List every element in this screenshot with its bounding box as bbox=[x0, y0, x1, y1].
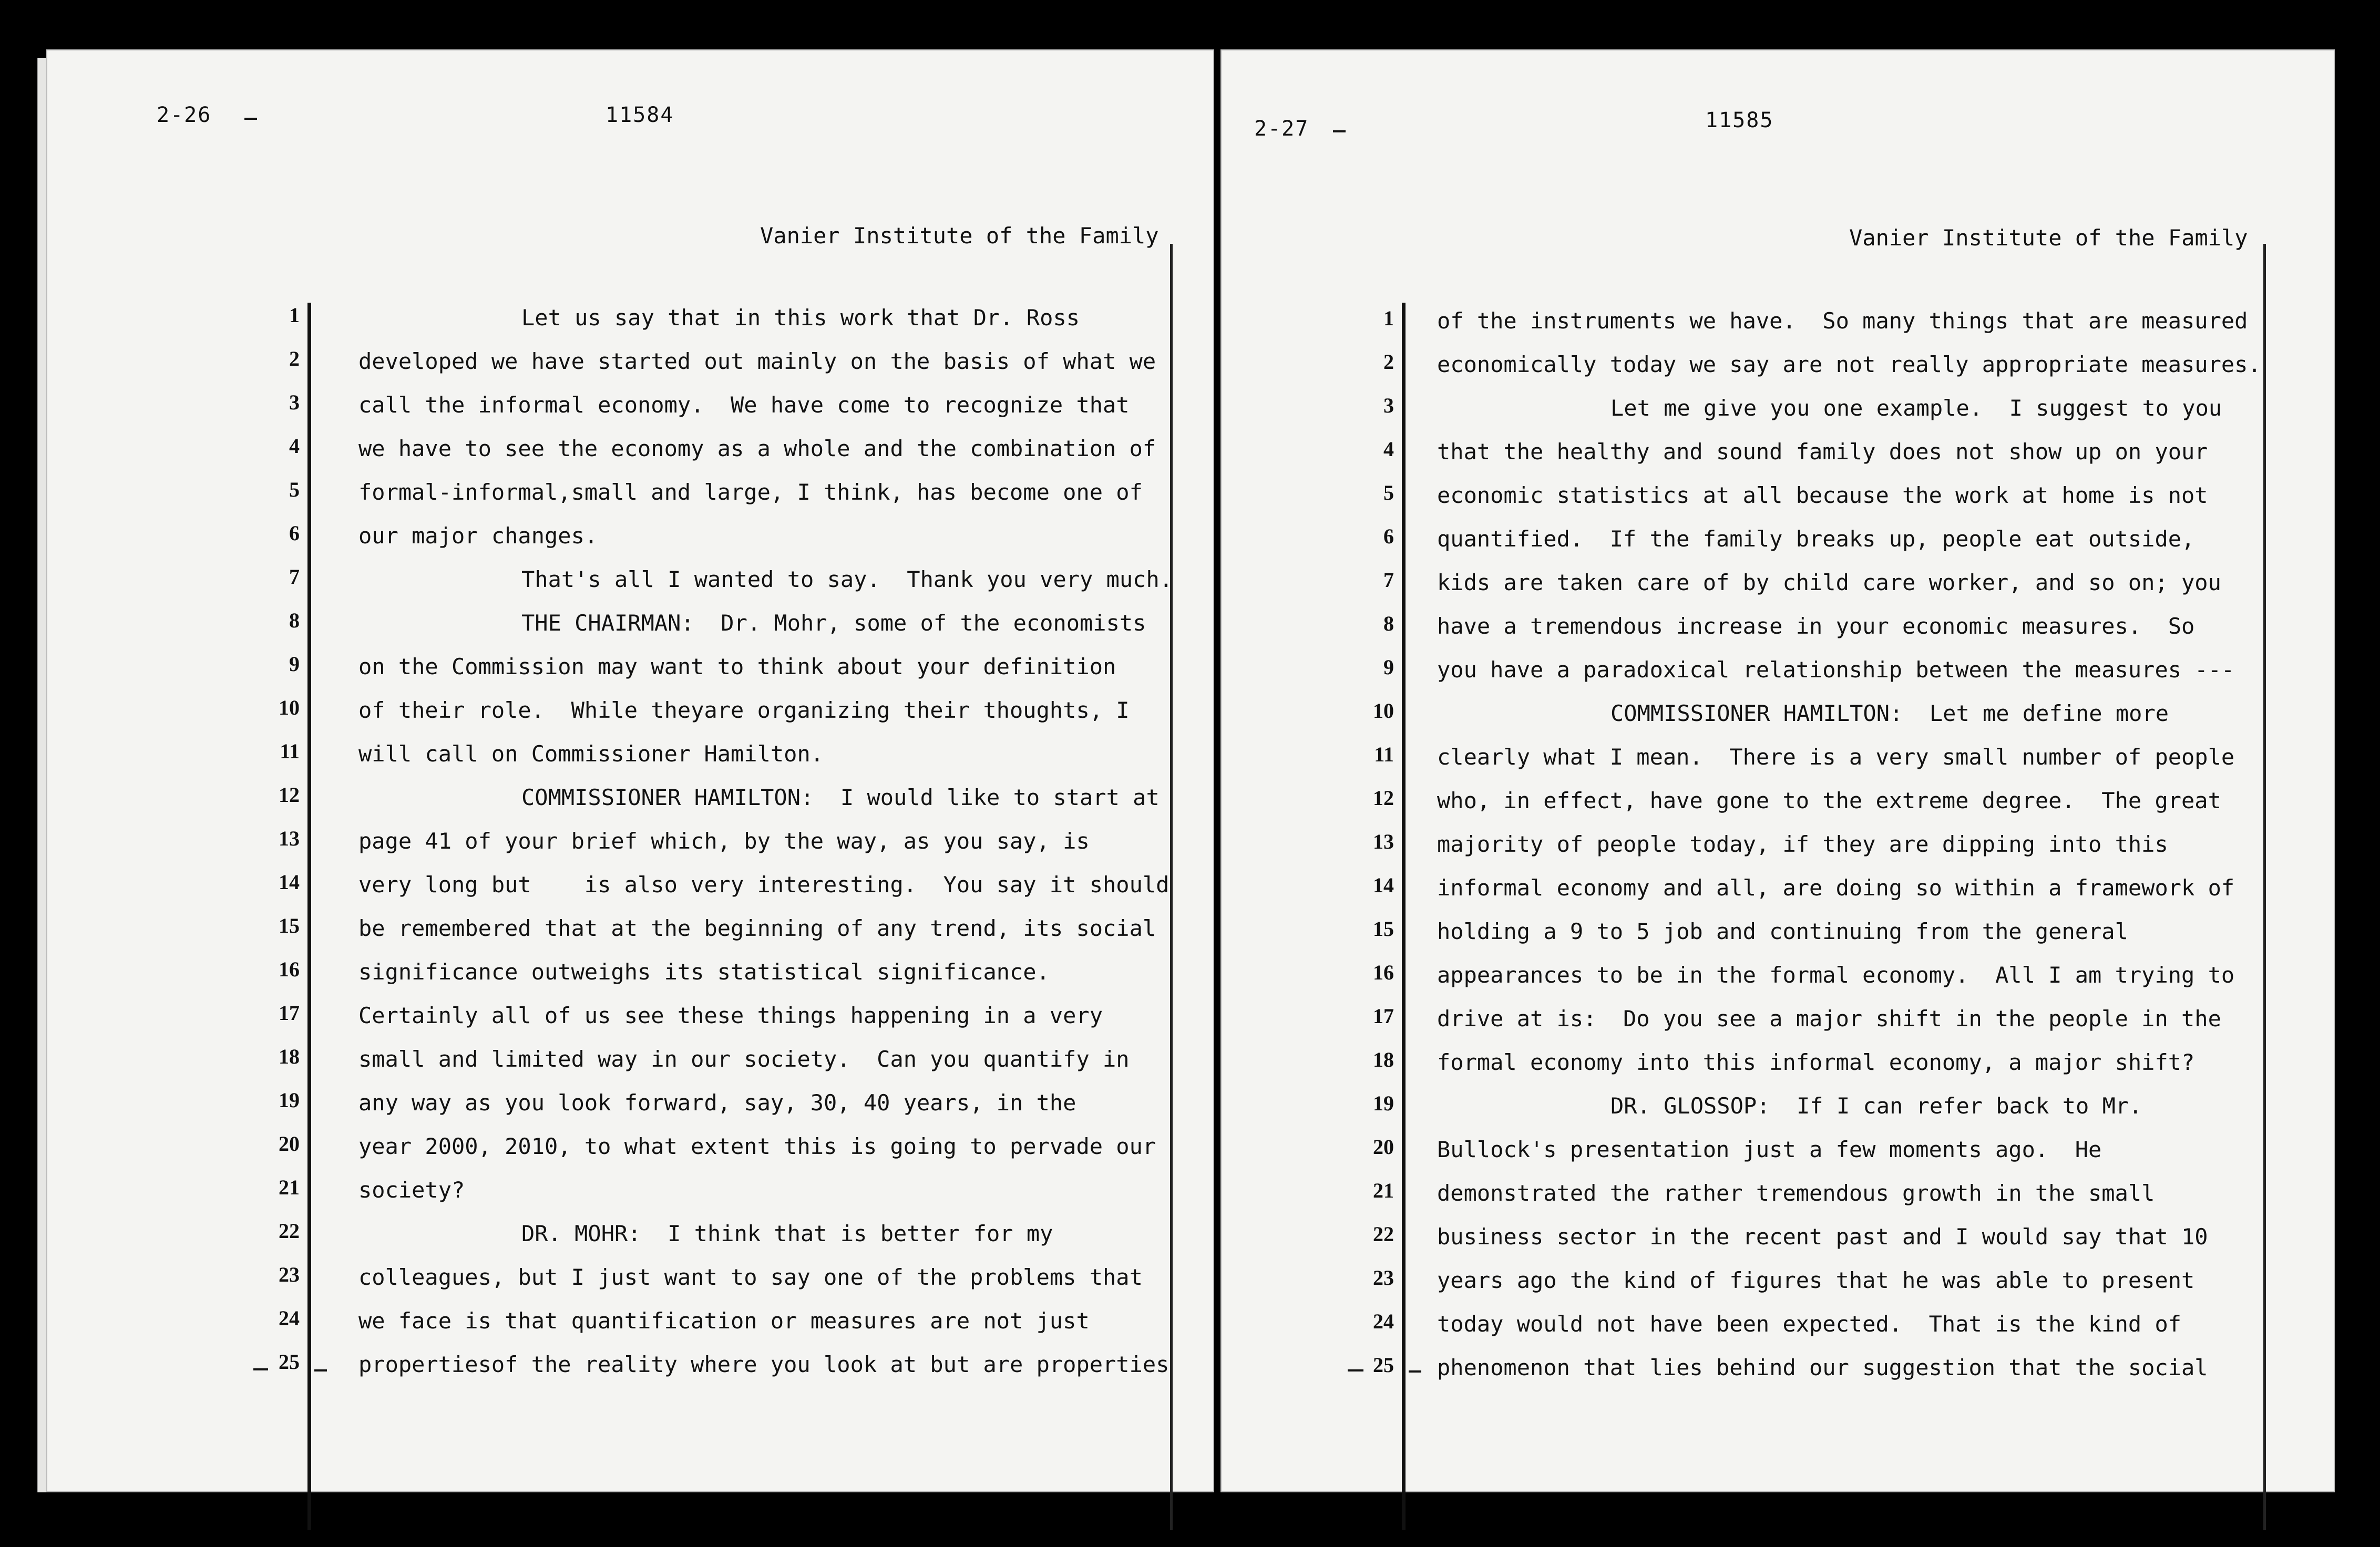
line-number: 20 bbox=[1373, 1135, 1394, 1159]
line-number: 2 bbox=[1383, 350, 1394, 374]
line-number: 5 bbox=[289, 478, 300, 501]
line-number: 22 bbox=[279, 1219, 300, 1243]
transcript-line: on the Commission may want to think about your definition bbox=[358, 654, 1116, 679]
page-number: 11585 bbox=[1705, 108, 1774, 132]
line-number: 8 bbox=[1383, 612, 1394, 635]
line-number: 1 bbox=[289, 303, 300, 327]
line-number: 10 bbox=[279, 696, 300, 719]
transcript-line: of their role. While theyare organizing their thoughts, I bbox=[358, 697, 1130, 723]
transcript-line: who, in effect, have gone to the extreme degree. The great bbox=[1437, 788, 2221, 813]
line-number: 24 bbox=[279, 1306, 300, 1330]
line-number: 21 bbox=[1373, 1179, 1394, 1202]
line-number: 22 bbox=[1373, 1222, 1394, 1246]
transcript-line: small and limited way in our society. Can you quantify in bbox=[358, 1046, 1130, 1072]
line-number: 15 bbox=[1373, 917, 1394, 941]
right-transcript-page bbox=[1220, 49, 2335, 1492]
line-number: 4 bbox=[1383, 437, 1394, 461]
transcript-line: will call on Commissioner Hamilton. bbox=[358, 741, 824, 767]
transcript-line: year 2000, 2010, to what extent this is going to pervade our bbox=[358, 1133, 1156, 1159]
transcript-line: society? bbox=[358, 1177, 465, 1203]
page-header: Vanier Institute of the Family bbox=[760, 223, 1159, 249]
line-number: 19 bbox=[279, 1088, 300, 1112]
margin-rule bbox=[1402, 303, 1406, 1530]
transcript-line: any way as you look forward, say, 30, 40 years, in the bbox=[358, 1090, 1076, 1116]
page-ref-dash bbox=[244, 118, 257, 120]
transcript-line: of the instruments we have. So many things that are measured bbox=[1437, 308, 2248, 334]
page-ref: 2-26 bbox=[157, 103, 212, 127]
line-number: 12 bbox=[279, 783, 300, 807]
line-number: 24 bbox=[1373, 1309, 1394, 1333]
transcript-line: colleagues, but I just want to say one of the problems that bbox=[358, 1264, 1143, 1290]
line-number: 16 bbox=[279, 957, 300, 981]
line-number: 14 bbox=[279, 870, 300, 894]
transcript-line: clearly what I mean. There is a very small number of people bbox=[1437, 744, 2235, 770]
line-number: 17 bbox=[279, 1001, 300, 1025]
line-number: 15 bbox=[279, 914, 300, 937]
transcript-line: That's all I wanted to say. Thank you very much. bbox=[521, 566, 1173, 592]
transcript-line: THE CHAIRMAN: Dr. Mohr, some of the economists bbox=[521, 610, 1146, 636]
transcript-line: quantified. If the family breaks up, people eat outside, bbox=[1437, 526, 2195, 552]
transcript-line: have a tremendous increase in your economic measures. So bbox=[1437, 613, 2195, 639]
transcript-line: business sector in the recent past and I would say that 10 bbox=[1437, 1224, 2208, 1250]
line-25-text-marker bbox=[314, 1369, 327, 1371]
transcript-line: DR. GLOSSOP: If I can refer back to Mr. bbox=[1610, 1093, 2142, 1119]
transcript-line: DR. MOHR: I think that is better for my bbox=[521, 1221, 1053, 1246]
transcript-line: today would not have been expected. That is the kind of bbox=[1437, 1311, 2182, 1337]
line-number: 9 bbox=[289, 652, 300, 676]
line-25-text-marker bbox=[1409, 1370, 1421, 1373]
transcript-line: majority of people today, if they are dipping into this bbox=[1437, 831, 2168, 857]
transcript-line: COMMISSIONER HAMILTON: I would like to start at bbox=[521, 785, 1160, 810]
transcript-line: our major changes. bbox=[358, 523, 598, 549]
line-number: 23 bbox=[279, 1263, 300, 1286]
transcript-line: Certainly all of us see these things happening in a very bbox=[358, 1003, 1103, 1028]
line-number: 11 bbox=[280, 739, 300, 763]
line-number: 16 bbox=[1373, 961, 1394, 984]
line-number: 25 bbox=[279, 1350, 300, 1374]
transcript-line: demonstrated the rather tremendous growth in the small bbox=[1437, 1180, 2155, 1206]
transcript-line: that the healthy and sound family does not show up on your bbox=[1437, 439, 2208, 465]
line-number: 17 bbox=[1373, 1004, 1394, 1028]
line-number: 6 bbox=[289, 521, 300, 545]
transcript-line: Let us say that in this work that Dr. Ross bbox=[521, 305, 1080, 331]
page-ref: 2-27 bbox=[1254, 117, 1309, 141]
right-margin-rule bbox=[1170, 244, 1173, 1530]
transcript-line: propertiesof the reality where you look at but are properties bbox=[358, 1352, 1170, 1377]
right-margin-rule bbox=[2263, 244, 2266, 1530]
line-number: 4 bbox=[289, 434, 300, 458]
line-number: 7 bbox=[289, 565, 300, 589]
transcript-line: drive at is: Do you see a major shift in the people in the bbox=[1437, 1006, 2221, 1032]
line-number: 7 bbox=[1383, 568, 1394, 592]
transcript-line: be remembered that at the beginning of any trend, its social bbox=[358, 915, 1156, 941]
transcript-line: Bullock's presentation just a few moments ago. He bbox=[1437, 1137, 2102, 1162]
line-number: 25 bbox=[1373, 1353, 1394, 1377]
transcript-line: economic statistics at all because the work at home is not bbox=[1437, 482, 2208, 508]
line-number: 13 bbox=[279, 827, 300, 850]
page-ref-dash bbox=[1333, 130, 1346, 132]
transcript-line: you have a paradoxical relationship between the measures --- bbox=[1437, 657, 2235, 683]
transcript-line: we face is that quantification or measures are not just bbox=[358, 1308, 1090, 1334]
line-number: 3 bbox=[1383, 394, 1394, 417]
transcript-line: kids are taken care of by child care worker, and so on; you bbox=[1437, 570, 2221, 595]
line-number: 2 bbox=[289, 347, 300, 370]
transcript-line: formal-informal,small and large, I think, has become one of bbox=[358, 479, 1143, 505]
transcript-line: phenomenon that lies behind our suggestion that the social bbox=[1437, 1355, 2208, 1380]
line-number: 18 bbox=[279, 1045, 300, 1068]
transcript-line: Let me give you one example. I suggest to you bbox=[1610, 395, 2222, 421]
left-transcript-page bbox=[46, 49, 1214, 1492]
line-number: 19 bbox=[1373, 1091, 1394, 1115]
transcript-line: call the informal economy. We have come to recognize that bbox=[358, 392, 1130, 418]
line-number: 1 bbox=[1383, 306, 1394, 330]
line-number: 3 bbox=[289, 390, 300, 414]
line-number: 14 bbox=[1373, 873, 1394, 897]
line-number: 6 bbox=[1383, 524, 1394, 548]
line-number: 10 bbox=[1373, 699, 1394, 723]
line-number: 23 bbox=[1373, 1266, 1394, 1290]
line-number: 9 bbox=[1383, 655, 1394, 679]
transcript-line: appearances to be in the formal economy. All I am trying to bbox=[1437, 962, 2235, 988]
transcript-line: formal economy into this informal economy, a major shift? bbox=[1437, 1049, 2195, 1075]
transcript-line: years ago the kind of figures that he was able to present bbox=[1437, 1267, 2195, 1293]
page-number: 11584 bbox=[606, 103, 674, 127]
line-number: 21 bbox=[279, 1175, 300, 1199]
transcript-line: developed we have started out mainly on the basis of what we bbox=[358, 348, 1156, 374]
line-number: 18 bbox=[1373, 1048, 1394, 1071]
line-number: 12 bbox=[1373, 786, 1394, 810]
margin-rule bbox=[307, 303, 311, 1530]
line-number: 5 bbox=[1383, 481, 1394, 504]
transcript-line: page 41 of your brief which, by the way, as you say, is bbox=[358, 828, 1090, 854]
transcript-line: we have to see the economy as a whole and the combination of bbox=[358, 436, 1156, 461]
line-number: 8 bbox=[289, 609, 300, 632]
transcript-line: informal economy and all, are doing so within a framework of bbox=[1437, 875, 2235, 901]
page-header: Vanier Institute of the Family bbox=[1849, 225, 2248, 251]
transcript-line: COMMISSIONER HAMILTON: Let me define more bbox=[1610, 700, 2169, 726]
line-number: 13 bbox=[1373, 830, 1394, 853]
line-number: 20 bbox=[279, 1132, 300, 1156]
transcript-line: significance outweighs its statistical significance. bbox=[358, 959, 1050, 985]
transcript-line: economically today we say are not really appropriate measures. bbox=[1437, 352, 2261, 377]
transcript-line: very long but is also very interesting. You say it should bbox=[358, 872, 1170, 898]
line-number: 11 bbox=[1374, 742, 1394, 766]
transcript-line: holding a 9 to 5 job and continuing from the general bbox=[1437, 919, 2128, 944]
